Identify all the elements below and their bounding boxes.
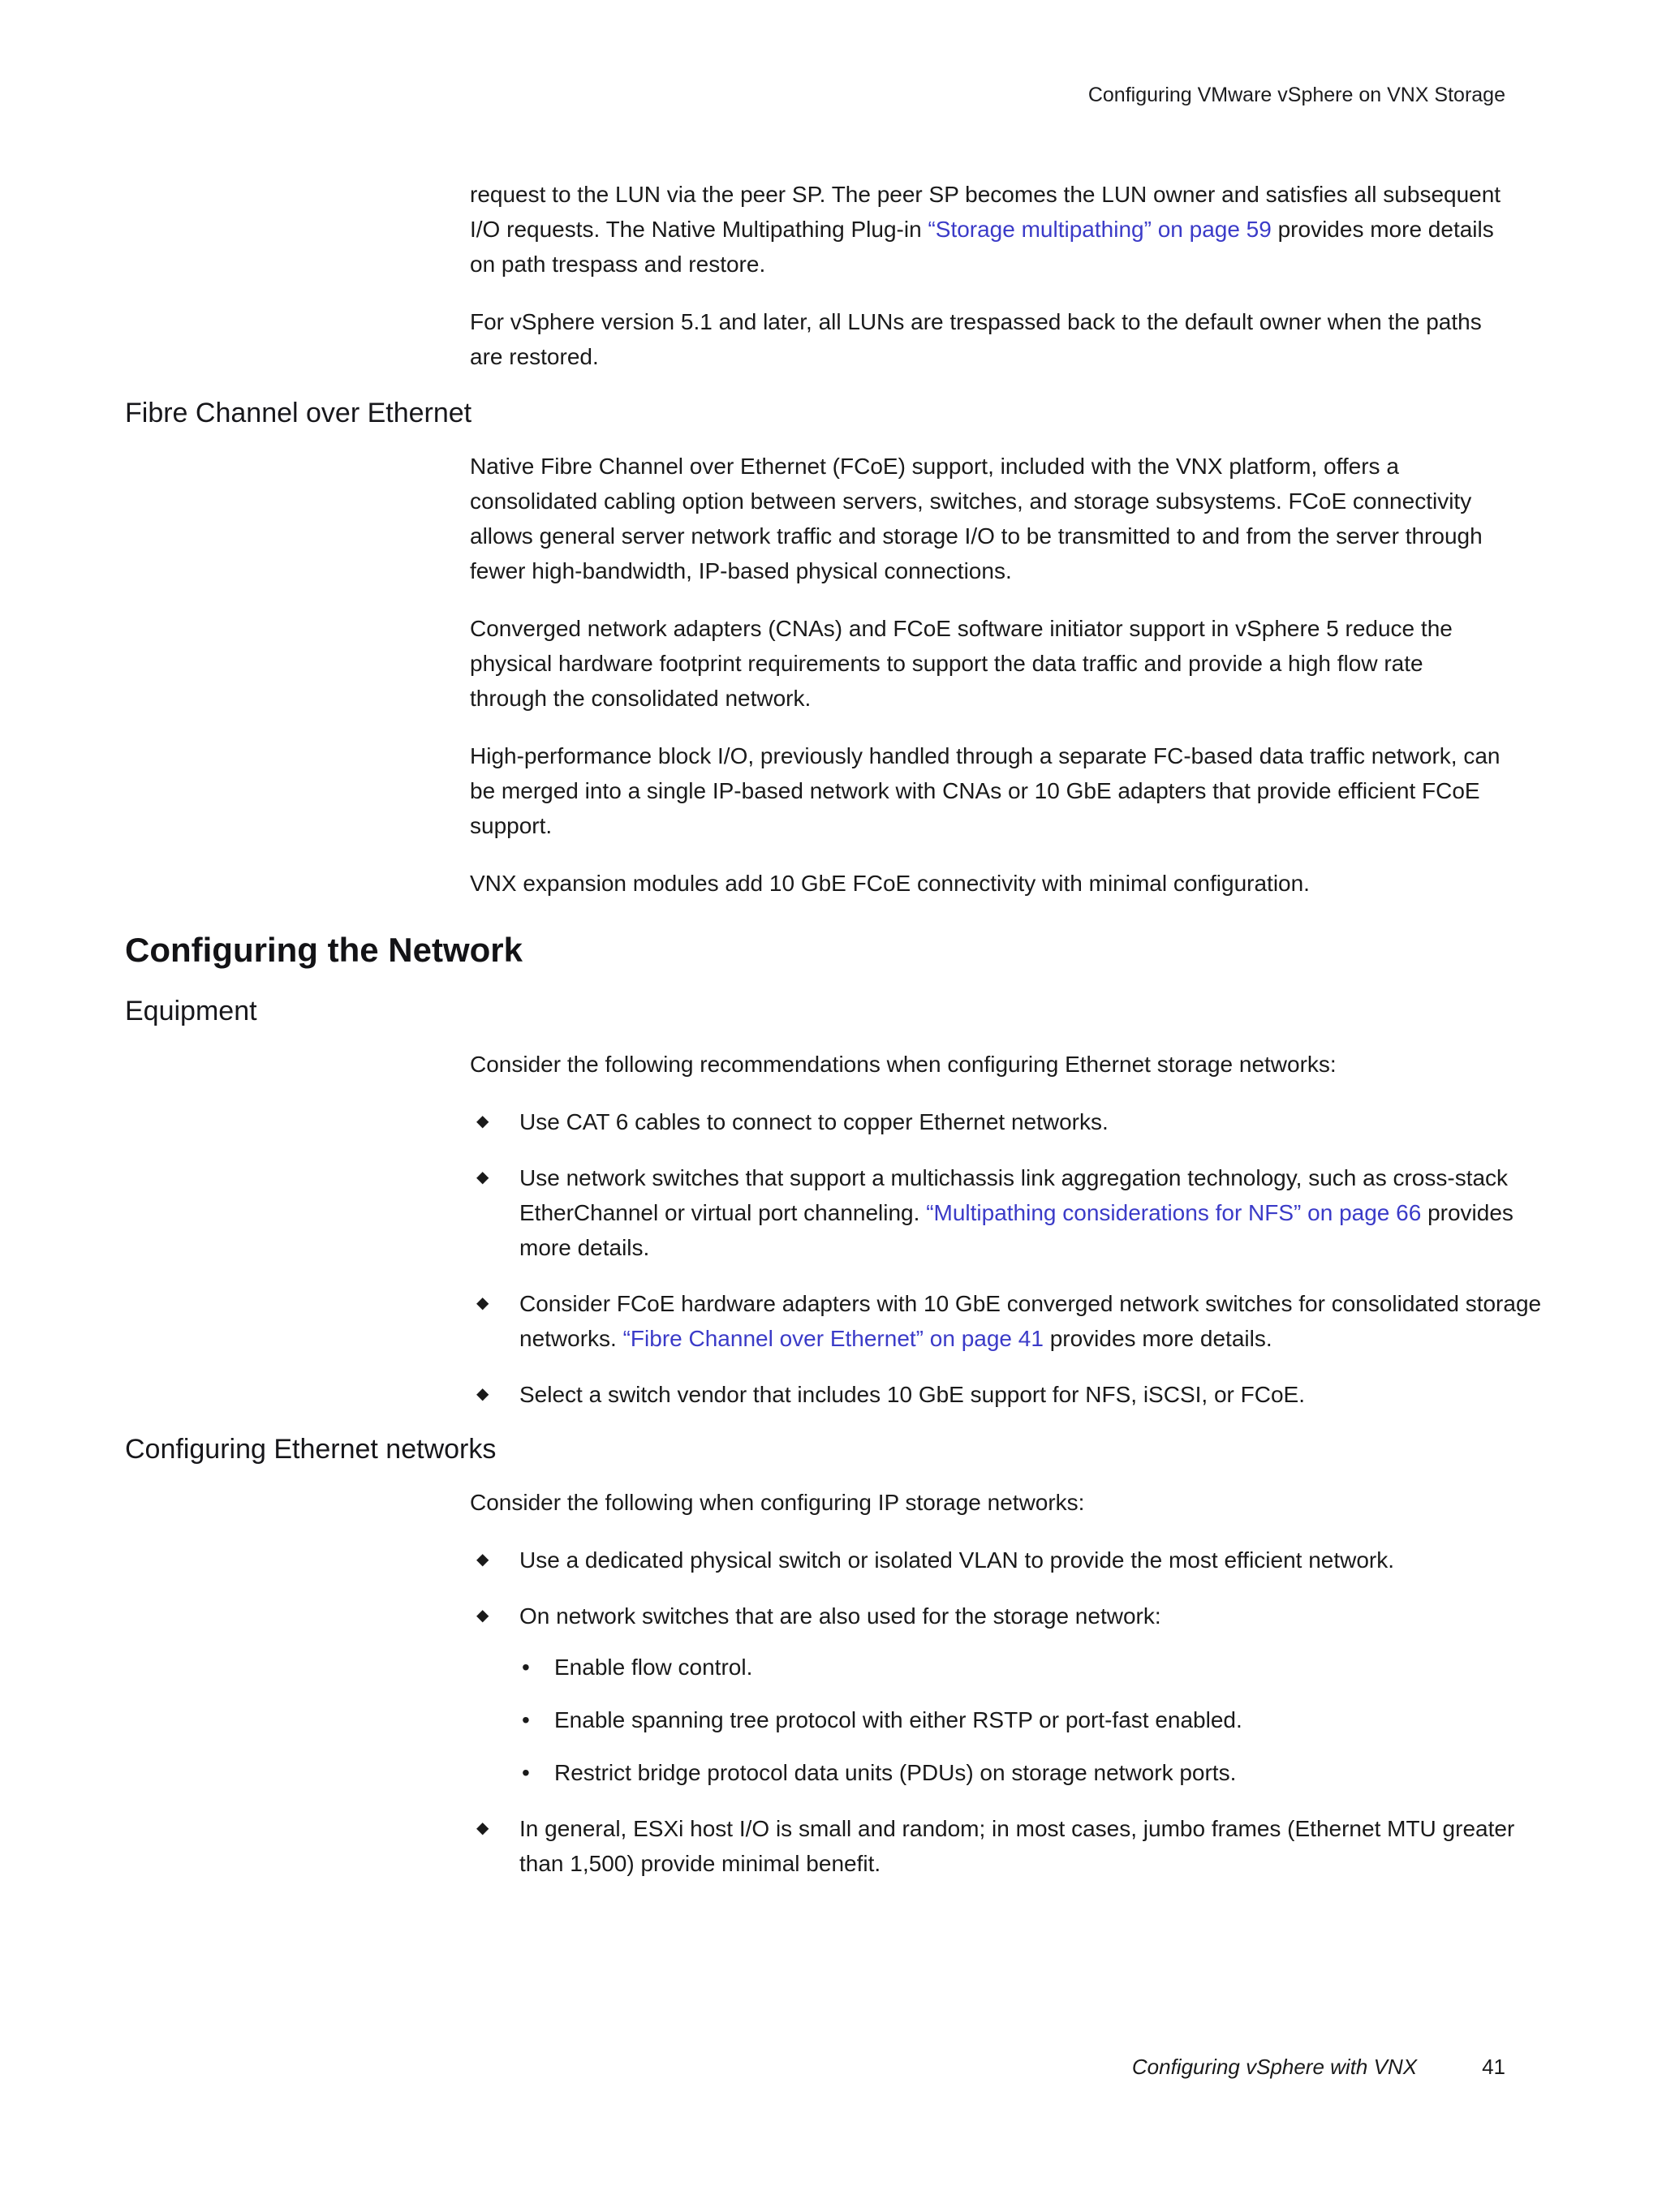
section-heading-fibre-channel-over-ethernet: Fibre Channel over Ethernet: [125, 398, 472, 428]
list-item-text-pre: Consider FCoE hardware adapters with 10 GbE converged network switches for consolidated storage networks.: [519, 1291, 1542, 1351]
paragraph: Converged network adapters (CNAs) and FCoE software initiator support in vSphere 5 reduce the physical hardware footprint requirements to support the data traffic and provide a high flow rate through the consolidated network.: [470, 616, 1453, 711]
list-item: [476, 1543, 1548, 1577]
list-item-text: Restrict bridge protocol data units (PDUs) on storage network ports.: [554, 1760, 1237, 1785]
list-item: [476, 1811, 1548, 1881]
diamond-bullet-icon: ◆: [476, 1168, 489, 1186]
diamond-bullet-icon: ◆: [476, 1112, 489, 1130]
list-item-text: Enable spanning tree protocol with either RSTP or port-fast enabled.: [554, 1707, 1242, 1732]
paragraph: [470, 177, 1505, 282]
footer-page-number: 41: [1482, 2055, 1505, 2079]
section-heading-equipment: Equipment: [125, 996, 257, 1026]
page-content: [0, 177, 1662, 1902]
paragraph: High-performance block I/O, previously handled through a separate FC-based data traffic network, can be merged into a single IP-based network with CNAs or 10 GbE adapters that provide efficient FCoE support.: [470, 743, 1501, 838]
list-item: [476, 1286, 1548, 1356]
link-fibre-channel-over-ethernet[interactable]: “Fibre Channel over Ethernet” on page 41: [622, 1326, 1044, 1351]
list-item-text: In general, ESXi host I/O is small and random; in most cases, jumbo frames (Ethernet MTU greater than 1,500) provide minimal benefit.: [519, 1816, 1515, 1876]
running-header: [1088, 83, 1505, 107]
round-bullet-icon: •: [522, 1760, 530, 1785]
list-item-text: Select a switch vendor that includes 10 GbE support for NFS, iSCSI, or FCoE.: [519, 1382, 1305, 1407]
equipment-bullet-list: [0, 1104, 1662, 1412]
section-heading-configuring-ethernet-networks: Configuring Ethernet networks: [125, 1434, 497, 1465]
paragraph-text: request to the LUN via the peer SP. The peer SP becomes the LUN owner and satisfies all subsequent I/O requests. The Native Multipathing Plug-in: [470, 182, 1501, 242]
ethernet-bullet-list: [0, 1543, 1662, 1881]
list-item-text: On network switches that are also used for the storage network:: [519, 1603, 1161, 1629]
paragraph-text: provides more details on path trespass and restore.: [470, 217, 1494, 277]
ethernet-sub-bullet-list: [519, 1650, 1548, 1790]
paragraph: VNX expansion modules add 10 GbE FCoE connectivity with minimal configuration.: [470, 871, 1310, 896]
round-bullet-icon: •: [522, 1655, 530, 1680]
list-item-text: Use a dedicated physical switch or isolated VLAN to provide the most efficient network.: [519, 1547, 1395, 1573]
diamond-bullet-icon: ◆: [476, 1385, 489, 1403]
diamond-bullet-icon: ◆: [476, 1551, 489, 1569]
diamond-bullet-icon: ◆: [476, 1294, 489, 1312]
list-item-text-pre: Use network switches that support a multichassis link aggregation technology, such as cross-stack EtherChannel or virtual port channeling.: [519, 1165, 1509, 1225]
list-item-text: Enable flow control.: [554, 1655, 753, 1680]
link-storage-multipathing[interactable]: “Storage multipathing” on page 59: [928, 217, 1272, 242]
list-item-text-post: provides more details.: [1043, 1326, 1272, 1351]
list-item: [522, 1755, 1512, 1790]
list-item: [476, 1377, 1548, 1412]
list-item: [476, 1104, 1548, 1139]
list-item: [476, 1599, 1548, 1790]
paragraph: Native Fibre Channel over Ethernet (FCoE) support, included with the VNX platform, offers a consolidated cabling option between servers, switches, and storage subsystems. FCoE connectivity allows general server network traffic and storage I/O to be transmitted to and from the server through fewer high-bandwidth, IP-based physical connections.: [470, 454, 1483, 583]
round-bullet-icon: •: [522, 1707, 530, 1732]
diamond-bullet-icon: ◆: [476, 1819, 489, 1837]
paragraph: Consider the following recommendations when configuring Ethernet storage networks:: [470, 1052, 1337, 1077]
list-item: [476, 1160, 1548, 1265]
list-item: [522, 1702, 1512, 1737]
page-footer: [1132, 2055, 1505, 2080]
list-item-text: [519, 1291, 1541, 1351]
link-multipathing-considerations-for-nfs[interactable]: “Multipathing considerations for NFS” on page 66: [926, 1200, 1422, 1225]
list-item-text-post: provides more details.: [519, 1200, 1513, 1260]
diamond-bullet-icon: ◆: [476, 1607, 489, 1625]
running-header-text: Configuring VMware vSphere on VNX Storage: [1087, 84, 1505, 106]
chapter-heading-configuring-the-network: Configuring the Network: [125, 931, 523, 969]
list-item-text: [519, 1165, 1513, 1260]
paragraph: Consider the following when configuring IP storage networks:: [470, 1490, 1085, 1515]
list-item-text: Use CAT 6 cables to connect to copper Ethernet networks.: [519, 1109, 1109, 1134]
footer-book-title: Configuring vSphere with VNX: [1131, 2055, 1418, 2079]
list-item: [522, 1650, 1512, 1685]
paragraph: For vSphere version 5.1 and later, all LUNs are trespassed back to the default owner when the paths are restored.: [470, 309, 1482, 369]
